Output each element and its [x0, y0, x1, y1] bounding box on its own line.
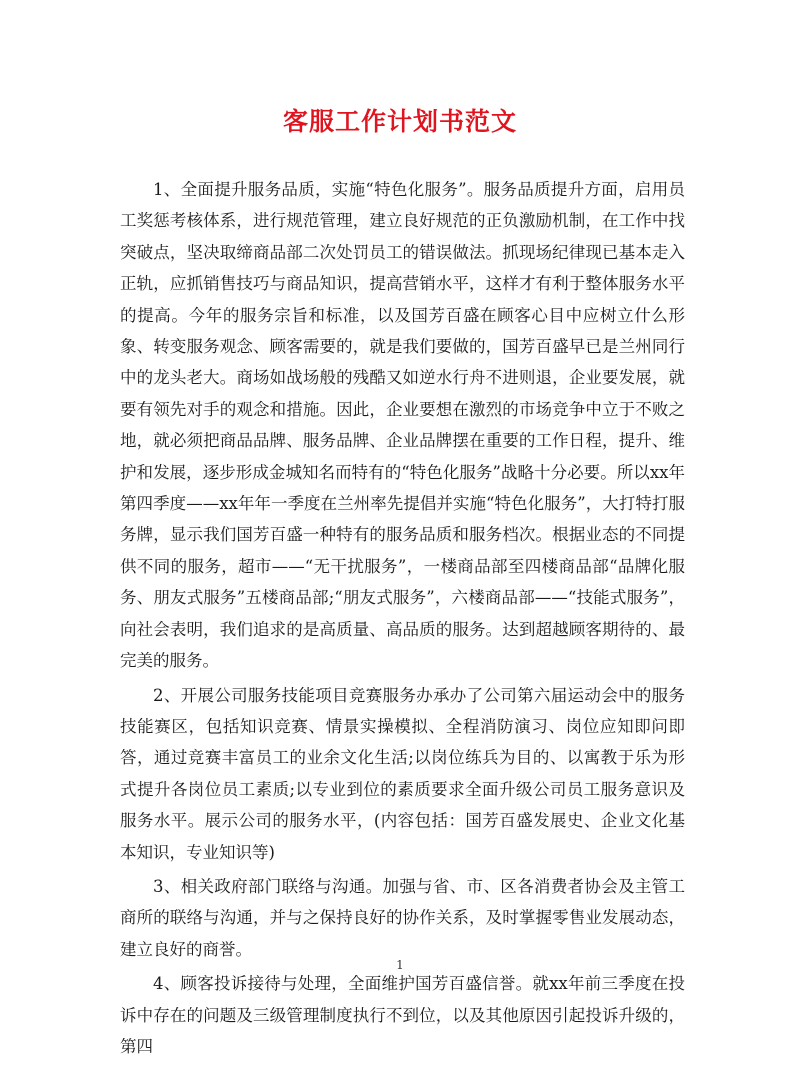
paragraph-1: 1、全面提升服务品质，实施“特色化服务”。服务品质提升方面，启用员工奖惩考核体系，进行规范管理，建立良好规范的正负激励机制，在工作中找突破点，坚决取缔商品部二次处罚员工的错误做法。抓现场纪律现已基本走入正轨，应抓销售技巧与商品知识，提高营销水平，这样才有利于整体服务水平的提高。今年的服务宗旨和标准，以及国芳百盛在顾客心目中应树立什么形象、转变服务观念、顾客需要的，就是我们要做的，国芳百盛早已是兰州同行中的龙头老大。商场如战场般的残酷又如逆水行舟不进则退，企业要发展，就要有领先对手的观念和措施。因此，企业要想在激烈的市场竞争中立于不败之地，就必须把商品品牌、服务品牌、企业品牌摆在重要的工作日程，提升、维护和发展，逐步形成金城知名而特有的“特色化服务”战略十分必要。所以xx年第四季度——xx年年一季度在兰州率先提倡并实施“特色化服务”，大打特打服务牌，显示我们国芳百盛一种特有的服务品质和服务档次。根据业态的不同提供不同的服务，超市——“无干扰服务”，一楼商品部至四楼商品部“品牌化服务、朋友式服务”五楼商品部;“朋友式服务”，六楼商品部——“技能式服务”，向社会表明，我们追求的是高质量、高品质的服务。达到超越顾客期待的、最完美的服务。 — [120, 180, 685, 671]
document-body — [120, 174, 685, 1065]
paragraph-3: 3、相关政府部门联络与沟通。加强与省、市、区各消费者协会及主管工商所的联络与沟通，并与之保持良好的协作关系，及时掌握零售业发展动态，建立良好的商誉。 — [120, 876, 685, 959]
paragraph-4: 4、顾客投诉接待与处理，全面维护国芳百盛信誉。就xx年前三季度在投诉中存在的问题及三级管理制度执行不到位，以及其他原因引起投诉升级的，第四 — [120, 974, 685, 1056]
page-number: 1 — [396, 958, 404, 972]
document-title: 客服工作计划书范文 — [282, 107, 517, 136]
paragraph-2: 2、开展公司服务技能项目竞赛服务办承办了公司第六届运动会中的服务技能赛区，包括知识竞赛、情景实操模拟、全程消防演习、岗位应知即问即答，通过竞赛丰富员工的业余文化生活;以岗位练兵为目的、以寓教于乐为形式提升各岗位员工素质;以专业到位的素质要求全面升级公司员工服务意识及服务水平。展示公司的服务水平，(内容包括：国芳百盛发展史、企业文化基本知识，专业知识等) — [120, 685, 685, 862]
